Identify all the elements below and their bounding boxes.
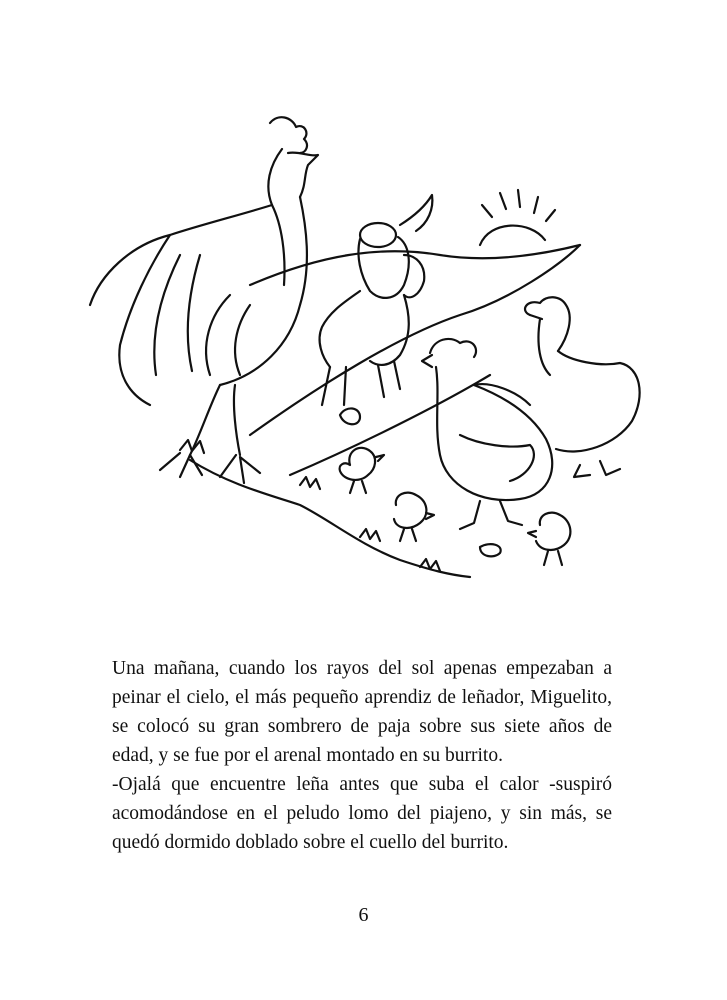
hen-icon (422, 339, 552, 529)
story-text (112, 654, 612, 857)
farm-scene-drawing (60, 105, 670, 605)
grass-icon (360, 529, 380, 541)
story-paragraph: Una mañana, cuando los rayos del sol apenas empezaban a peinar el cielo, el más pequeño aprendiz de leñador, Miguelito, se colocó su gran sombrero de paja sobre sus siete años de edad, y se fue por el arenal montado en su burrito. (112, 658, 612, 766)
chick-icon (340, 448, 384, 493)
chick-icon (528, 513, 570, 565)
rock-icon (340, 408, 360, 424)
page-number: 6 (358, 904, 369, 926)
rock-icon (480, 544, 501, 556)
boy-on-donkey-icon (320, 195, 433, 405)
story-paragraph: -Ojalá que encuentre leña antes que suba el calor -suspiró acomodándose en el peludo lomo del piajeno, y sin más, se quedó dormido doblado sobre el cuello del burrito. (112, 774, 612, 853)
rooster-icon (90, 117, 318, 483)
sun-icon (480, 190, 555, 245)
chick-icon (394, 493, 434, 541)
illustration (60, 105, 670, 605)
grass-icon (180, 440, 204, 453)
grass-icon (420, 559, 440, 571)
duck-icon (525, 297, 640, 477)
grass-icon (300, 477, 320, 489)
